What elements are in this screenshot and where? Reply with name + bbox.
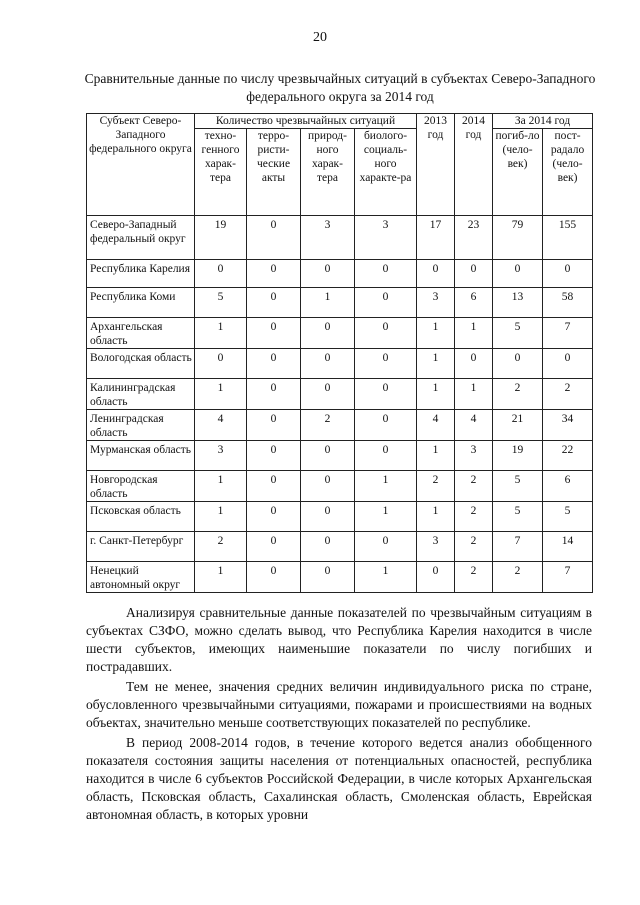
row-value: 3 xyxy=(355,216,417,260)
header-terrorist: терро-ристи-ческие акты xyxy=(247,129,301,216)
row-value: 79 xyxy=(493,216,543,260)
paragraph-3: В период 2008-2014 годов, в течение которого ведется анализ обобщенного показателя состояния защиты населения от потенциальных опасностей, республика находится в числе 6 субъектов Российской Федерации, в числе которых Архангельская область, Псковская область, Сахалинская область, Смоленская область, Еврейская автономная область, в которых уровни xyxy=(86,735,592,822)
row-value: 0 xyxy=(543,349,593,379)
row-value: 5 xyxy=(493,502,543,532)
row-value: 0 xyxy=(417,260,455,288)
row-value: 1 xyxy=(417,349,455,379)
row-value: 1 xyxy=(195,318,247,349)
row-value: 1 xyxy=(417,502,455,532)
row-value: 4 xyxy=(195,410,247,441)
table-row xyxy=(87,562,593,593)
row-value: 21 xyxy=(493,410,543,441)
row-value: 58 xyxy=(543,288,593,318)
row-value: 0 xyxy=(355,318,417,349)
row-value: 1 xyxy=(355,502,417,532)
row-value: 2 xyxy=(455,562,493,593)
row-value: 0 xyxy=(355,532,417,562)
row-value: 0 xyxy=(301,532,355,562)
table-row xyxy=(87,349,593,379)
row-value: 6 xyxy=(455,288,493,318)
row-value: 7 xyxy=(543,562,593,593)
row-value: 2 xyxy=(301,410,355,441)
row-value: 0 xyxy=(543,260,593,288)
row-value: 13 xyxy=(493,288,543,318)
row-value: 3 xyxy=(417,532,455,562)
row-value: 2 xyxy=(195,532,247,562)
row-subject: Республика Карелия xyxy=(87,260,195,288)
row-value: 1 xyxy=(455,379,493,410)
row-value: 1 xyxy=(301,288,355,318)
table-row xyxy=(87,532,593,562)
row-value: 0 xyxy=(247,260,301,288)
table-body xyxy=(87,216,593,593)
row-value: 0 xyxy=(301,471,355,502)
row-value: 0 xyxy=(355,260,417,288)
row-value: 1 xyxy=(195,562,247,593)
row-value: 1 xyxy=(455,318,493,349)
page-number: 20 xyxy=(313,30,327,45)
header-injured: пост-радало (чело-век) xyxy=(543,129,593,216)
row-subject: Северо-Западный федеральный округ xyxy=(87,216,195,260)
paragraph-1: Анализируя сравнительные данные показателей по чрезвычайным ситуациям в субъектах СЗФО, можно сделать вывод, что Республика Карелия находится в числе шести субъектов, имеющих наименьшие показатели по числу погибших и пострадавших. xyxy=(86,605,592,674)
row-value: 19 xyxy=(493,441,543,471)
table-row xyxy=(87,318,593,349)
row-value: 0 xyxy=(355,288,417,318)
row-value: 0 xyxy=(493,260,543,288)
row-subject: Ленинградская область xyxy=(87,410,195,441)
row-value: 0 xyxy=(247,441,301,471)
row-value: 0 xyxy=(247,502,301,532)
table-row xyxy=(87,216,593,260)
row-value: 0 xyxy=(247,318,301,349)
row-value: 0 xyxy=(455,260,493,288)
row-value: 0 xyxy=(301,349,355,379)
row-value: 0 xyxy=(247,471,301,502)
row-value: 5 xyxy=(493,318,543,349)
row-value: 0 xyxy=(493,349,543,379)
row-value: 0 xyxy=(301,318,355,349)
row-value: 6 xyxy=(543,471,593,502)
row-value: 0 xyxy=(247,562,301,593)
row-value: 0 xyxy=(247,410,301,441)
row-subject: Новгородская область xyxy=(87,471,195,502)
row-value: 1 xyxy=(417,441,455,471)
row-value: 3 xyxy=(301,216,355,260)
row-value: 17 xyxy=(417,216,455,260)
table-row xyxy=(87,471,593,502)
row-value: 1 xyxy=(195,379,247,410)
header-biosocial: биолого-социаль-ного характе-ра xyxy=(355,129,417,216)
paragraph-2: Тем не менее, значения средних величин индивидуального риска по стране, обусловленного чрезвычайными ситуациями, пожарами и происшествиями на водных объектах, значительно меньше соответствующих показателей по республике. xyxy=(86,679,592,730)
header-natural: природ-ного харак-тера xyxy=(301,129,355,216)
row-value: 0 xyxy=(247,532,301,562)
table-row xyxy=(87,502,593,532)
row-value: 19 xyxy=(195,216,247,260)
row-subject: Калининградская область xyxy=(87,379,195,410)
header-subject: Субъект Северо-Западного федерального округа xyxy=(87,114,195,216)
row-value: 1 xyxy=(195,502,247,532)
row-value: 0 xyxy=(301,260,355,288)
row-value: 14 xyxy=(543,532,593,562)
header-count-group: Количество чрезвычайных ситуаций xyxy=(195,114,417,129)
row-value: 4 xyxy=(455,410,493,441)
row-value: 5 xyxy=(493,471,543,502)
row-value: 155 xyxy=(543,216,593,260)
row-value: 0 xyxy=(195,349,247,379)
table-row xyxy=(87,260,593,288)
row-value: 2 xyxy=(493,562,543,593)
row-value: 1 xyxy=(417,318,455,349)
row-value: 2 xyxy=(417,471,455,502)
row-value: 1 xyxy=(355,471,417,502)
row-value: 3 xyxy=(417,288,455,318)
row-value: 1 xyxy=(417,379,455,410)
row-value: 23 xyxy=(455,216,493,260)
row-subject: г. Санкт-Петербург xyxy=(87,532,195,562)
row-value: 7 xyxy=(543,318,593,349)
row-subject: Вологодская область xyxy=(87,349,195,379)
row-value: 0 xyxy=(355,441,417,471)
table-row xyxy=(87,441,593,471)
header-died: погиб-ло (чело-век) xyxy=(493,129,543,216)
row-value: 0 xyxy=(301,379,355,410)
row-value: 0 xyxy=(247,216,301,260)
row-value: 0 xyxy=(301,502,355,532)
row-value: 2 xyxy=(455,532,493,562)
row-value: 1 xyxy=(355,562,417,593)
table-title: Сравнительные данные по числу чрезвычайных ситуаций в субъектах Северо-Западного федерального округа за 2014 год xyxy=(84,71,596,104)
table-row xyxy=(87,379,593,410)
row-value: 3 xyxy=(455,441,493,471)
row-value: 0 xyxy=(455,349,493,379)
row-value: 0 xyxy=(301,562,355,593)
row-value: 2 xyxy=(455,502,493,532)
row-value: 0 xyxy=(195,260,247,288)
row-value: 1 xyxy=(195,471,247,502)
row-value: 3 xyxy=(195,441,247,471)
table-row xyxy=(87,410,593,441)
row-subject: Республика Коми xyxy=(87,288,195,318)
row-value: 2 xyxy=(493,379,543,410)
row-value: 4 xyxy=(417,410,455,441)
row-value: 0 xyxy=(301,441,355,471)
row-value: 5 xyxy=(543,502,593,532)
header-for2014-group: За 2014 год xyxy=(493,114,593,129)
row-value: 7 xyxy=(493,532,543,562)
table-row xyxy=(87,288,593,318)
row-value: 2 xyxy=(543,379,593,410)
header-2014: 2014 год xyxy=(455,114,493,216)
emergency-table xyxy=(86,113,593,593)
row-value: 0 xyxy=(417,562,455,593)
row-value: 0 xyxy=(247,288,301,318)
row-value: 0 xyxy=(247,349,301,379)
row-subject: Псковская область xyxy=(87,502,195,532)
row-subject: Ненецкий автономный округ xyxy=(87,562,195,593)
header-technogenic: техно-генного харак-тера xyxy=(195,129,247,216)
row-value: 2 xyxy=(455,471,493,502)
row-value: 22 xyxy=(543,441,593,471)
header-2013: 2013 год xyxy=(417,114,455,216)
row-value: 0 xyxy=(355,349,417,379)
body-text xyxy=(86,604,592,824)
row-value: 0 xyxy=(355,379,417,410)
row-value: 0 xyxy=(355,410,417,441)
row-subject: Архангельская область xyxy=(87,318,195,349)
row-value: 5 xyxy=(195,288,247,318)
row-value: 34 xyxy=(543,410,593,441)
row-value: 0 xyxy=(247,379,301,410)
row-subject: Мурманская область xyxy=(87,441,195,471)
